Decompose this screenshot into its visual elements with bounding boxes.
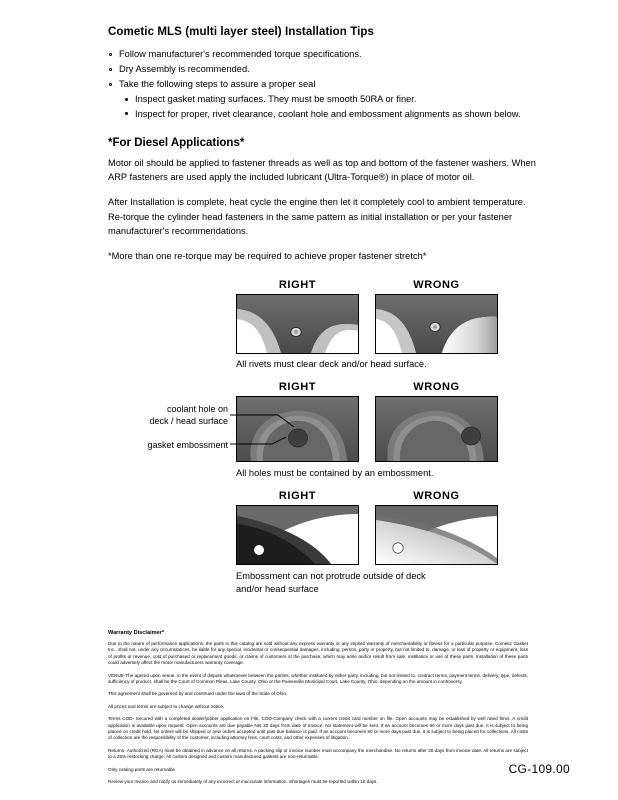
figure-caption-rivets: All rivets must clear deck and/or head surface. [236, 359, 427, 370]
figure-row-rivets [236, 279, 574, 354]
figure-wrong-holes [375, 381, 498, 462]
figure-label-wrong: WRONG [413, 381, 460, 394]
figure-right-holes [236, 381, 359, 462]
warranty-section [108, 630, 528, 786]
page-title: Cometic MLS (multi layer steel) Installation Tips [108, 26, 375, 38]
diesel-heading: *For Diesel Applications* [108, 137, 245, 149]
warranty-paragraph: Terms COD- Secured with a completed dealer/jobber application on File, COD-Company check with a current credit card number on file. Open accounts may be established by well rated firms. A credit application is available upon request. Open accounts are due payable Net 30 days from date of invoice. No statement will be sent. If an account becomes 60 or more days past due, it is subject to being placed on credit hold. No orders will be shipped or new orders accepted until past due balance is paid. If an account becomes 90 or more days past due, it is subject to being placed for collections. All costs of collection are the responsibility of the customer, including attorney fees, court costs, and other expenses of litigation. [108, 716, 528, 741]
figure-image-right-rivets [236, 294, 359, 354]
warranty-paragraph: Returns- Authorized (RGA) must be obtained in advance on all returns. A packing slip or invoice number must accompany the merchandise. No returns after 30 days from invoice date. All returns are subject to a 25% restocking charge. All custom designed and custom manufactured gaskets are non-returnable. [108, 747, 528, 760]
warranty-heading: Warranty Disclaimer* [108, 630, 165, 637]
document-number: CG-109.00 [508, 762, 570, 776]
figure-image-wrong-protrusion [375, 505, 498, 565]
figure-image-right-holes [236, 396, 359, 462]
figure-wrong-rivets [375, 279, 498, 354]
figure-row-holes [236, 381, 574, 462]
figure-label-wrong: WRONG [413, 279, 460, 292]
figure-label-wrong: WRONG [413, 490, 460, 503]
figure-label-right: RIGHT [278, 490, 317, 503]
figure-image-right-protrusion [236, 505, 359, 565]
figures-section [108, 279, 574, 596]
warranty-paragraph: Only catalog parts are returnable. [108, 766, 177, 772]
warranty-paragraph: This agreement shall be governed by and construed under the laws of the State of Ohio. [108, 691, 288, 697]
figure-caption-protrusion: Embossment can not protrude outside of deck and/or head surface [236, 571, 426, 595]
retorque-note: *More than one re-torque may be required to achieve proper fastener stretch* [108, 251, 427, 262]
list-item: Take the following steps to assure a proper seal [108, 77, 574, 92]
figure-right-protrusion [236, 490, 359, 565]
diesel-paragraph-2: After Installation is complete, heat cycle the engine then let it completely cool to ambient temperature. Re-torque the cylinder head fasteners in the same pattern as initial installation or per your fastener manufacturer's recommendations. [108, 197, 526, 236]
diesel-paragraph-1: Motor oil should be applied to fastener threads as well as top and bottom of the fastener washers. When ARP fasteners are used apply the included lubricant (Ultra-Torque®) in place of motor oil. [108, 158, 536, 183]
figure-image-wrong-holes [375, 396, 498, 462]
list-item: Inspect gasket mating surfaces. They must be smooth 50RA or finer. [124, 92, 574, 107]
list-item: Inspect for proper, rivet clearance, coolant hole and embossment alignments as shown below. [124, 107, 574, 122]
list-item: Dry Assembly is recommended. [108, 62, 574, 77]
callout-gasket-embossment: gasket embossment [147, 440, 228, 451]
figure-caption-holes: All holes must be contained by an embossment. [236, 468, 434, 479]
callout-coolant-hole: coolant hole on deck / head surface [149, 404, 228, 427]
figure-image-wrong-rivets [375, 294, 498, 354]
list-item: Follow manufacturer's recommended torque specifications. [108, 47, 574, 62]
warranty-paragraph: All prices and terms are subject to change without notice. [108, 703, 225, 709]
figure-wrong-protrusion [375, 490, 498, 565]
figure-right-rivets [236, 279, 359, 354]
figure-label-right: RIGHT [278, 381, 317, 394]
tips-sublist [108, 92, 574, 121]
warranty-paragraph: Review your invoice and notify us immediately of any incorrect or inaccurate information. Shortages must be reported within 10 days. [108, 779, 378, 785]
warranty-paragraph: VENUE-The agreed upon venue, in the event of dispute whatsoever between the parties, whether instituted by either party, including, but not limited to, contract terms, payment terms, delivery, type, defects, sufficiency of product, shall be the Court of Common Pleas, Lake County, Ohio or the Painesville Municipal Court, Lake County, Ohio, depending on the amount in controversy. [108, 672, 528, 685]
warranty-paragraph: Due to the nature of performance applications, the parts in this catalog are sold without any express warranty or any implied warranty of merchantability or fitness for a particular purpose. Cometic Gasket Inc., shall not, under any circumstances, be liable for any special, incidental or consequential damages, including, person, party or property, but not limited to, damage, or loss of property or equipment, loss of profits or revenue, cost of purchased or replacement goods, or claims of customers of the purchase, which may arise and/or result from sale, instillation or use of these parts. Installation of these parts could adversely affect the motor manufacturers warranty coverage. [108, 641, 528, 666]
figure-row-protrusion [236, 490, 574, 565]
tips-list [108, 47, 574, 92]
figure-label-right: RIGHT [278, 279, 317, 292]
